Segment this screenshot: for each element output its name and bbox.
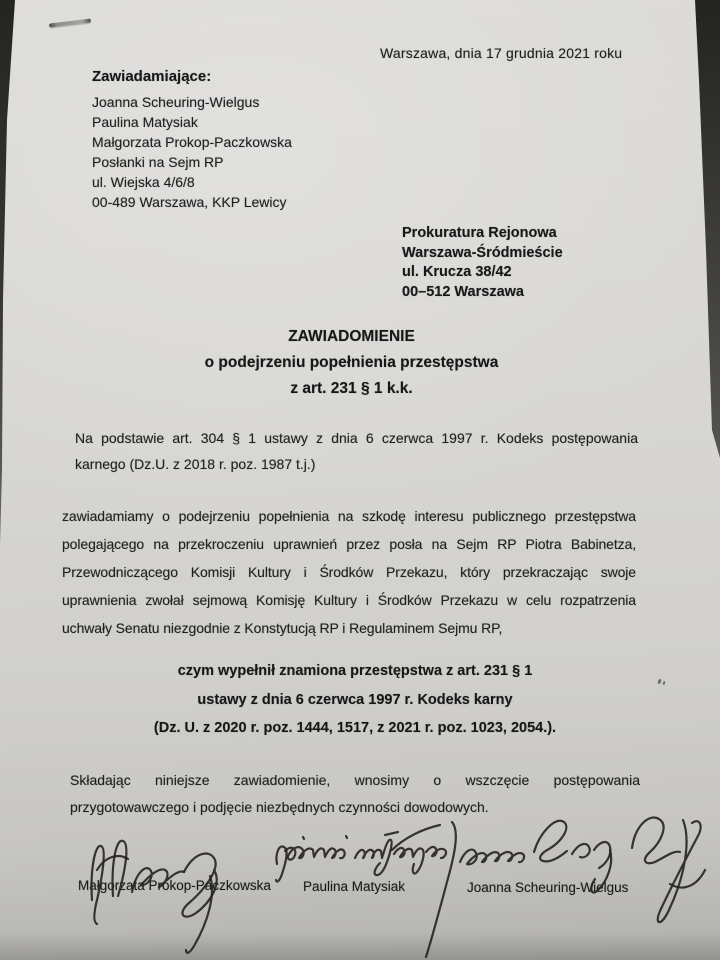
signature-handwriting-paulina bbox=[276, 825, 446, 882]
legal-qualification-paragraph bbox=[60, 657, 650, 743]
sender-line: Posłanki na Sejm RP bbox=[92, 154, 224, 170]
left-edge-background bbox=[0, 0, 15, 545]
staple bbox=[49, 18, 91, 27]
paper-speck bbox=[657, 679, 661, 685]
paragraph-line: uprawnienia zwołał sejmową Komisję Kultury i Środków Przekazu w celu rozpatrzenia bbox=[62, 592, 636, 608]
sender-line: ul. Wiejska 4/6/8 bbox=[92, 174, 195, 190]
paragraph-line: ustawy z dnia 6 czerwca 1997 r. Kodeks karny bbox=[197, 691, 513, 708]
title-line: ZAWIADOMIENIE bbox=[288, 328, 415, 345]
paper-speck bbox=[662, 681, 665, 685]
signature-name-paulina: Paulina Matysiak bbox=[303, 879, 406, 894]
recipient-line: 00–512 Warszawa bbox=[402, 283, 524, 300]
date-line: Warszawa, dnia 17 grudnia 2021 roku bbox=[380, 45, 623, 61]
closing-paragraph bbox=[70, 767, 640, 821]
paragraph-line: Na podstawie art. 304 § 1 ustawy z dnia 6 czerwca 1997 r. Kodeks postępowania bbox=[75, 430, 638, 446]
signature-name-malgorzata: Małgorzata Prokop-Paczkowska bbox=[78, 878, 271, 893]
bottom-shadow bbox=[0, 932, 720, 960]
paragraph-line: uchwały Senatu niezgodnie z Konstytucją RP i Regulaminem Sejmu RP, bbox=[62, 620, 503, 636]
body-paragraph bbox=[62, 502, 636, 642]
document-title bbox=[120, 324, 583, 402]
title-line: z art. 231 § 1 k.k. bbox=[290, 380, 413, 397]
recipient-line: ul. Krucza 38/42 bbox=[402, 264, 512, 280]
paragraph-line: karnego (Dz.U. z 2018 r. poz. 1987 t.j.) bbox=[75, 456, 316, 472]
sender-line: Joanna Scheuring-Wielgus bbox=[92, 94, 260, 110]
paragraph-line: (Dz. U. z 2020 r. poz. 1444, 1517, z 2021 r. poz. 1023, 2054.). bbox=[153, 720, 557, 736]
sender-line: Małgorzata Prokop-Paczkowska bbox=[92, 134, 292, 150]
paragraph-line: zawiadamiamy o podejrzeniu popełnienia na szkodę interesu publicznego przestępstwa bbox=[62, 508, 636, 524]
sender-line: 00-489 Warszawa, KKP Lewicy bbox=[92, 194, 287, 210]
paragraph-line: polegającego na przekroczeniu uprawnień przez posła na Sejm RP Piotra Babinetza, bbox=[62, 536, 636, 552]
sender-label: Zawiadamiające: bbox=[92, 68, 212, 85]
signature-handwriting-malgorzata bbox=[92, 841, 217, 953]
signature-name-joanna: Joanna Scheuring-Wielgus bbox=[467, 880, 629, 895]
legal-basis-paragraph bbox=[75, 425, 638, 477]
recipient-line: Prokuratura Rejonowa bbox=[402, 225, 557, 241]
sender-block bbox=[92, 92, 292, 212]
recipient-line: Warszawa-Śródmieście bbox=[402, 244, 563, 261]
sender-line: Paulina Matysiak bbox=[92, 114, 198, 130]
title-line: o podejrzeniu popełnienia przestępstwa bbox=[204, 354, 499, 371]
top-right-background bbox=[695, 0, 720, 458]
recipient-block bbox=[402, 224, 563, 302]
paragraph-line: przygotowawczego i podjęcie niezbędnych czynności dowodowych. bbox=[70, 799, 489, 815]
paragraph-line: Przewodniczącego Komisji Kultury i Środków Przekazu, który przekraczając swoje bbox=[62, 564, 636, 580]
paragraph-line: Składając niniejsze zawiadomienie, wnosimy o wszczęcie postępowania bbox=[70, 772, 640, 788]
paragraph-line: czym wypełnił znamiona przestępstwa z art. 231 § 1 bbox=[177, 663, 533, 679]
